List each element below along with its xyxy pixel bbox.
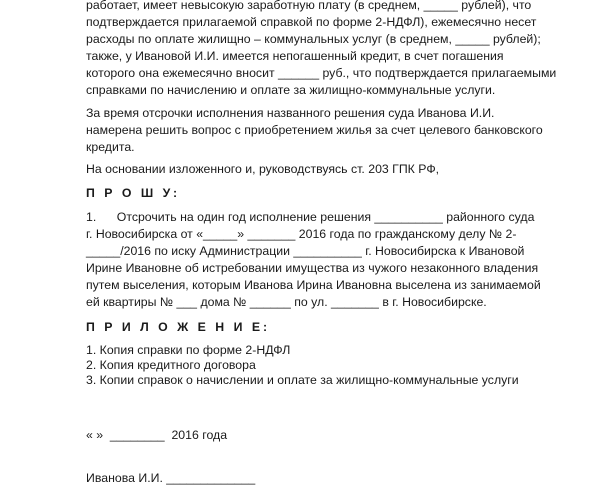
request-line: Ирине Ивановне об истребовании имущества из чужого незаконного владения <box>86 261 539 275</box>
attachment-item: 3. Копии справок о начислении и оплате за жилищно-коммунальные услуги <box>86 373 519 387</box>
deferral-line: кредита. <box>86 140 135 154</box>
request-line: _____/2016 по иску Администрации __________ г. Новосибирска к Ивановой <box>86 244 525 258</box>
deferral-line: За время отсрочки исполнения названного решения суда Иванова И.И. <box>86 106 495 120</box>
circumstances-line: расходы по оплате жилищно – коммунальных услуг (в среднем, _____ рублей); <box>86 32 541 46</box>
request-line: ей квартиры № ___ дома № ______ по ул. _______ в г. Новосибирске. <box>86 295 487 309</box>
request-line: путем выселения, которым Иванова Ирина Ивановна выселена из занимаемой <box>86 278 541 292</box>
basis-paragraph: На основании изложенного и, руководствуясь ст. 203 ГПК РФ, <box>86 162 440 176</box>
deferral-line: намерена решить вопрос с приобретением жилья за счет целевого банковского <box>86 123 543 137</box>
circumstances-line: которого она ежемесячно вносит ______ руб., что подтверждается прилагаемыми <box>86 66 557 80</box>
signature-line: Иванова И.И. _____________ <box>86 471 256 485</box>
request-heading: П Р О Ш У: <box>86 186 181 200</box>
circumstances-line: также, у Ивановой И.И. имеется непогашенный кредит, в счет погашения <box>86 49 504 63</box>
circumstances-line: работает, имеет невысокую заработную плату (в среднем, _____ рублей), что <box>86 0 532 12</box>
attachment-item: 1. Копия справки по форме 2-НДФЛ <box>86 343 291 357</box>
request-line: г. Новосибирска от «_____» _______ 2016 года по гражданскому делу № 2- <box>86 227 517 241</box>
circumstances-line: справками по начислению и оплате за жилищно-коммунальные услуги. <box>86 83 496 97</box>
date-line: « » ________ 2016 года <box>86 428 228 442</box>
attachment-item: 2. Копия кредитного договора <box>86 358 256 372</box>
circumstances-line: подтверждается прилагаемой справкой по форме 2-НДФЛ), ежемесячно несет <box>86 15 537 29</box>
request-line: 1. Отсрочить на один год исполнение решения __________ районного суда <box>86 210 535 224</box>
attachments-heading: П Р И Л О Ж Е Н И Е: <box>86 320 271 334</box>
